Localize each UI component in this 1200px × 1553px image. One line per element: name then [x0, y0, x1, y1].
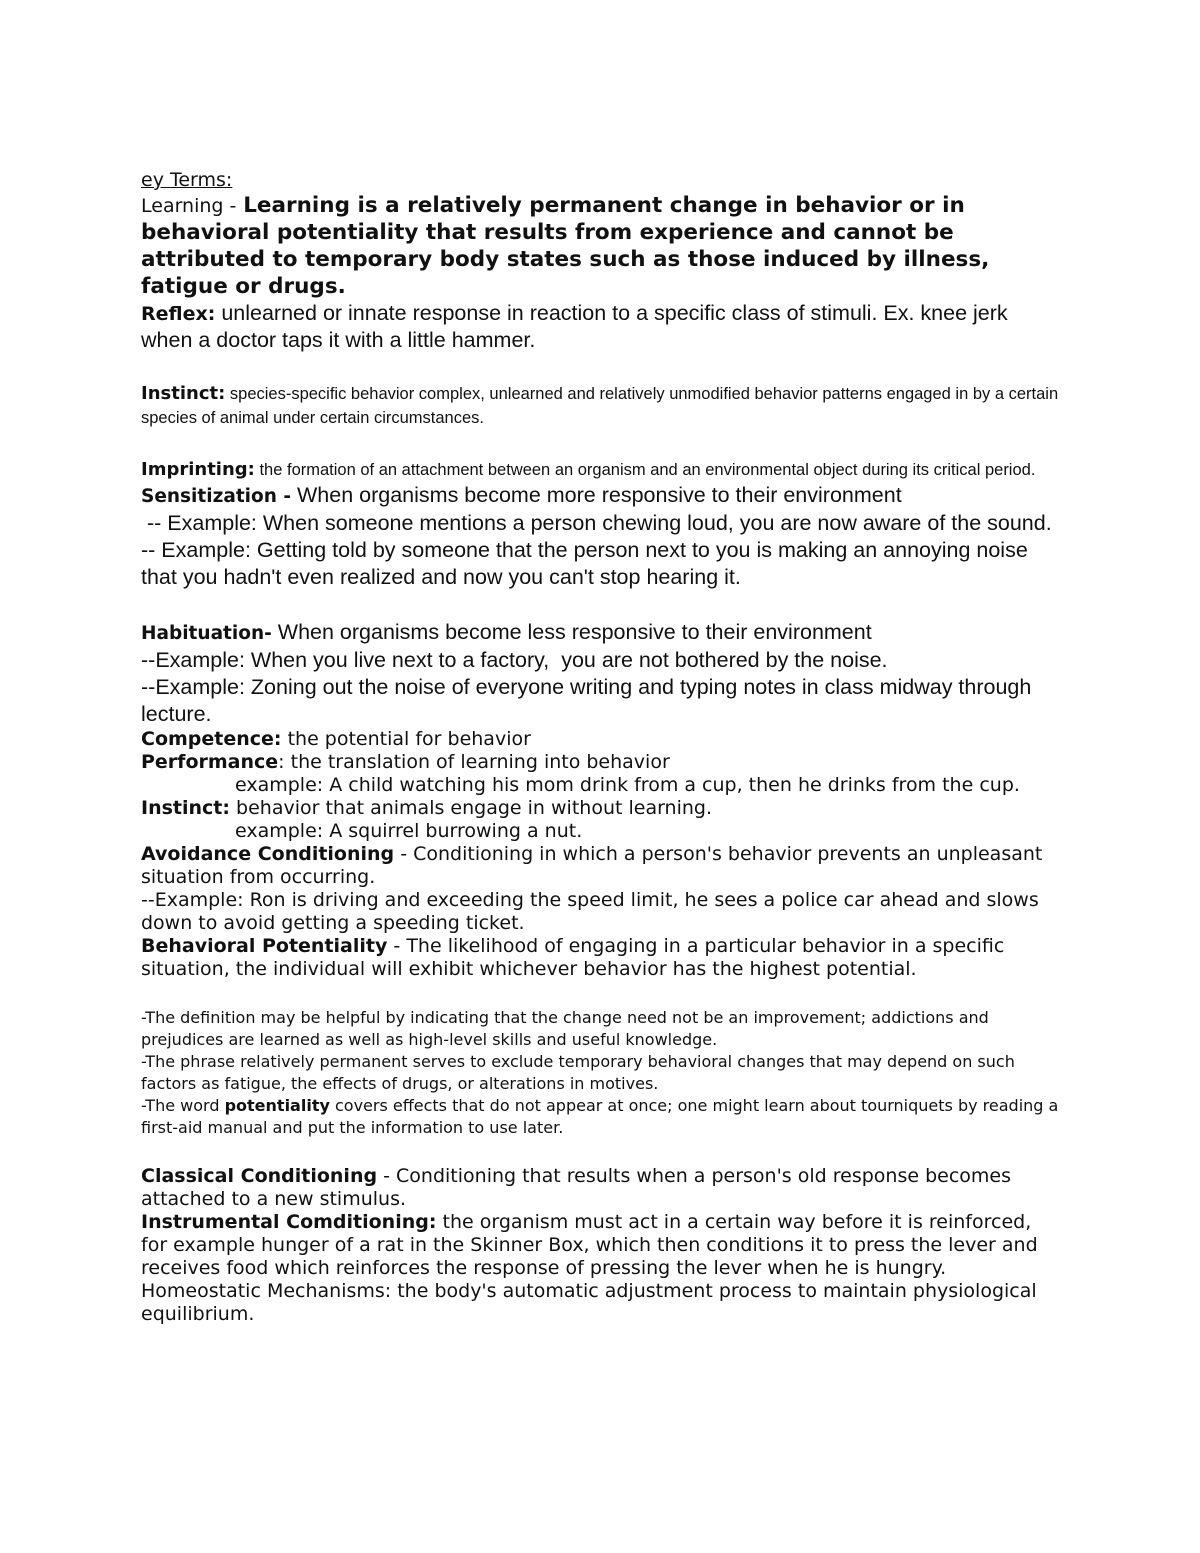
- instinct-definition: species-specific behavior complex, unlearned and relatively unmodified behavior patterns engaged in by a certain species of animal under certain circumstances.: [141, 385, 1059, 427]
- instinct-term: Instinct:: [141, 383, 226, 404]
- sensitization-definition: When organisms become more responsive to their environment: [297, 483, 902, 507]
- reflex-definition: unlearned or innate response in reaction to a specific class of stimuli. Ex. knee jerk when a doctor taps it with a little hammer.: [141, 301, 1008, 352]
- habituation-definition: When organisms become less responsive to their environment: [277, 620, 872, 644]
- habituation-example-1: --Example: When you live next to a factory, you are not bothered by the noise.: [141, 648, 888, 672]
- sensitization-example-2: -- Example: Getting told by someone that the person next to you is making an annoying noise that you hadn't even realized and now you can't stop hearing it.: [141, 538, 1028, 589]
- instinct-entry: [141, 382, 1061, 430]
- instrumental-definition: the organism must act in a certain way before it is reinforced, for example hunger of a rat in the Skinner Box, which then conditions it to press the lever and receives food which reinforces the response of pressing the lever when he is hungry.: [141, 1211, 1038, 1279]
- sensitization-term: Sensitization -: [141, 486, 292, 507]
- sensitization-example-1: -- Example: When someone mentions a person chewing loud, you are now aware of the sound.: [141, 511, 1052, 535]
- note-2: -The phrase relatively permanent serves to exclude temporary behavioral changes that may depend on such factors as fatigue, the effects of drugs, or alterations in motives.: [141, 1052, 1015, 1093]
- performance-definition: : the translation of learning into behavior: [278, 751, 670, 773]
- imprinting-definition: the formation of an attachment between an organism and an environmental object during its critical period.: [259, 461, 1036, 479]
- classical-definition: - Conditioning that results when a person's old response becomes attached to a new stimulus.: [141, 1165, 1012, 1210]
- learning-entry: [141, 192, 1061, 300]
- note-3-term: potentiality: [224, 1096, 330, 1115]
- instrumental-entry: [141, 1211, 1061, 1280]
- avoidance-term: Avoidance Conditioning: [141, 843, 395, 865]
- competence-definition: the potential for behavior: [287, 728, 531, 750]
- avoidance-example: --Example: Ron is driving and exceeding the speed limit, he sees a police car ahead and slows down to avoid getting a speeding ticket.: [141, 889, 1039, 934]
- habituation-term: Habituation-: [141, 623, 272, 644]
- reflex-term: Reflex:: [141, 303, 216, 325]
- instinct-2-definition: behavior that animals engage in without learning.: [236, 797, 713, 819]
- homeostatic-entry: Homeostatic Mechanisms: the body's automatic adjustment process to maintain physiological equilibrium.: [141, 1280, 1037, 1325]
- classical-term: Classical Conditioning: [141, 1165, 378, 1187]
- document-body: [141, 168, 1061, 1326]
- instinct-2-example: example: A squirrel burrowing a nut.: [235, 820, 583, 842]
- instrumental-term: Instrumental Comditioning:: [141, 1211, 437, 1233]
- note-3-lead: -The word: [141, 1096, 220, 1115]
- avoidance-entry: [141, 843, 1061, 889]
- note-1: -The definition may be helpful by indicating that the change need not be an improvement; addictions and prejudices are learned as well as high-level skills and useful knowledge.: [141, 1008, 989, 1049]
- competence-term: Competence:: [141, 728, 282, 750]
- competence-entry: [141, 728, 1061, 751]
- avoidance-definition: - Conditioning in which a person's behavior prevents an unpleasant situation from occurring.: [141, 843, 1043, 888]
- habituation-entry: [141, 619, 1061, 647]
- learning-definition: Learning is a relatively permanent change in behavior or in behavioral potentiality that results from experience and cannot be attributed to temporary body states such as those induced by illness, fatigue or drugs.: [141, 193, 990, 299]
- imprinting-term: Imprinting:: [141, 459, 255, 480]
- note-3-rest: covers effects that do not appear at once; one might learn about tourniquets by reading a first-aid manual and put the information to use later.: [141, 1096, 1059, 1137]
- behavioral-potentiality-entry: [141, 935, 1061, 981]
- page-heading: ey Terms:: [141, 169, 233, 191]
- performance-term: Performance: [141, 751, 279, 773]
- learning-term: Learning -: [141, 195, 237, 217]
- sensitization-entry: [141, 482, 1061, 510]
- behavioral-potentiality-term: Behavioral Potentiality: [141, 935, 388, 957]
- instinct-2-term: Instinct:: [141, 797, 230, 819]
- classical-entry: [141, 1165, 1061, 1211]
- instinct-2-entry: [141, 797, 1061, 820]
- habituation-example-2: --Example: Zoning out the noise of everyone writing and typing notes in class midway through lecture.: [141, 675, 1032, 726]
- imprinting-entry: [141, 458, 1061, 482]
- performance-entry: [141, 751, 1061, 774]
- reflex-entry: [141, 300, 1061, 354]
- behavioral-potentiality-definition: - The likelihood of engaging in a particular behavior in a specific situation, the individual will exhibit whichever behavior has the highest potential.: [141, 935, 1005, 980]
- performance-example: example: A child watching his mom drink from a cup, then he drinks from the cup.: [235, 774, 1020, 796]
- note-3: [141, 1095, 1061, 1139]
